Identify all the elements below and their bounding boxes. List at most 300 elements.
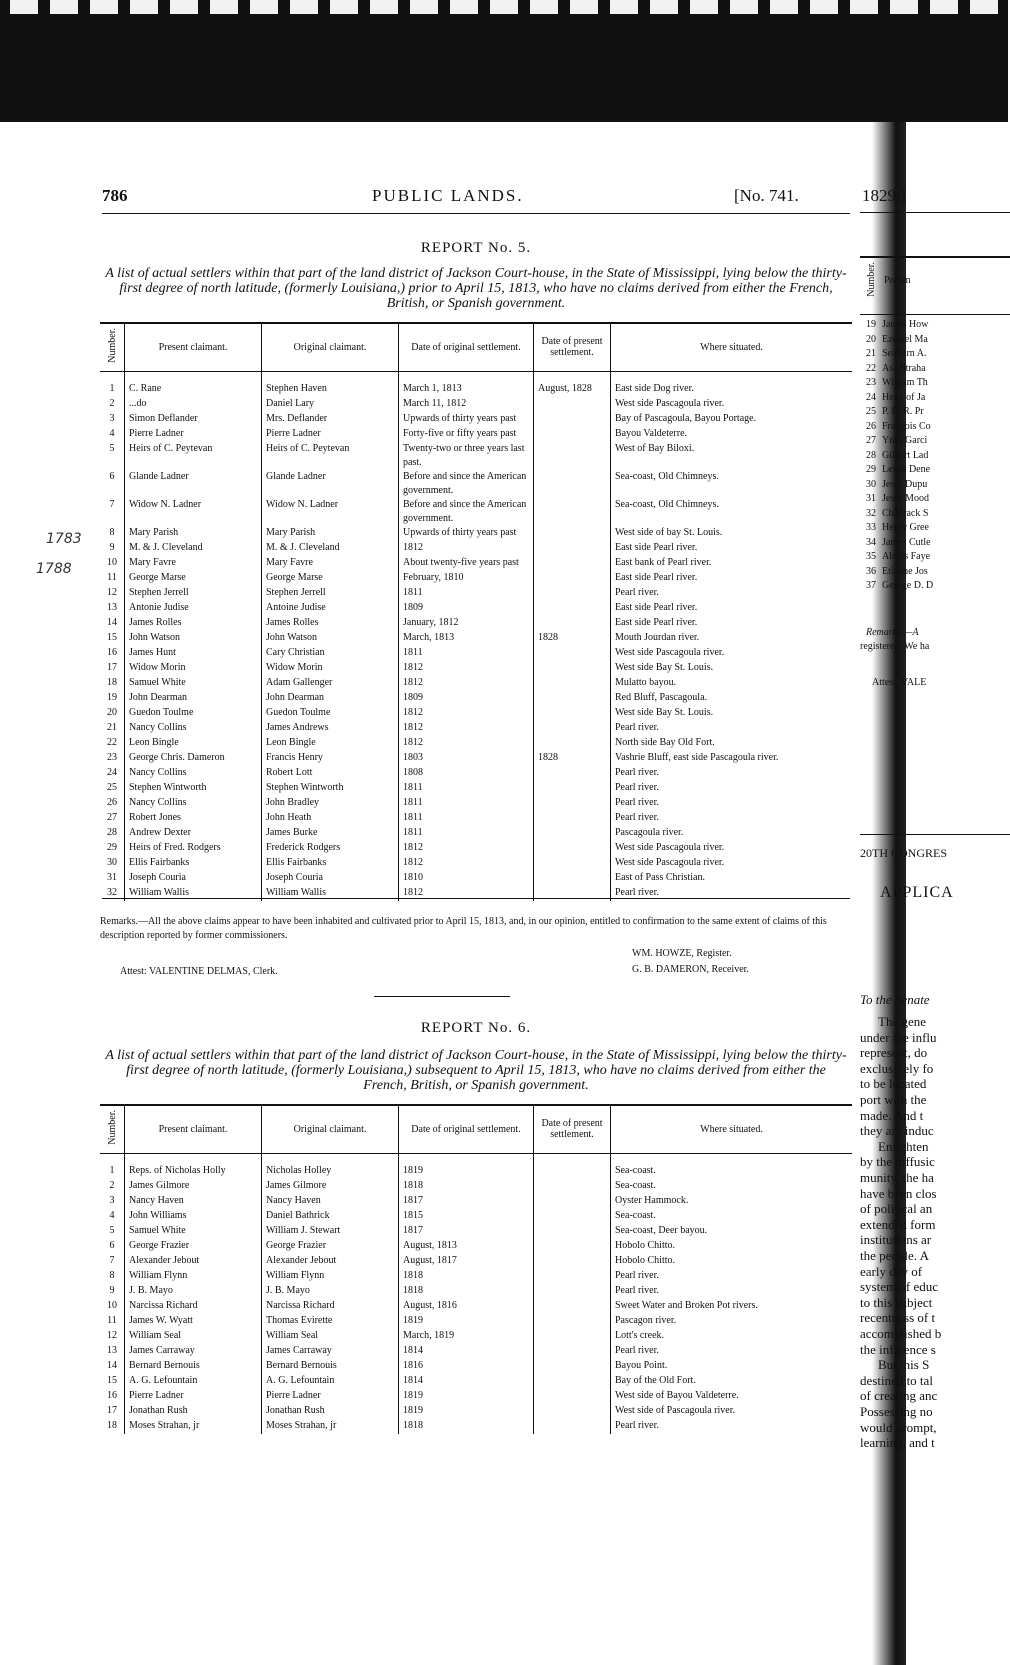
table-row <box>100 811 852 826</box>
date-original: 1808 <box>399 766 534 781</box>
where-situated: East bank of Pearl river. <box>611 556 853 571</box>
row-number: 16 <box>107 1389 117 1401</box>
section-divider <box>374 996 510 997</box>
right-body-line: Possessing no <box>860 1404 933 1419</box>
table-row <box>100 541 852 556</box>
date-original: February, 1810 <box>399 571 534 586</box>
report6-intro: A list of actual settlers within that part of the land district of Jackson Court-house, in the State of Mississippi, lying below the thirty-first degree of north latitude, (formerly Louisiana,) subsequent to April 15, 1813, who have no claims derived from either the French, British, or Spanish government. <box>105 1048 847 1093</box>
right-row-name: Seaburn A. <box>882 348 927 359</box>
original-claimant: Widow N. Ladner <box>262 498 399 526</box>
date-original: 1811 <box>399 646 534 661</box>
original-claimant: James Burke <box>262 826 399 841</box>
table-row <box>100 826 852 841</box>
date-original: 1816 <box>399 1359 534 1374</box>
row-number: 29 <box>107 841 117 853</box>
where-situated: Hobolo Chitto. <box>611 1239 853 1254</box>
date-original: August, 1817 <box>399 1254 534 1269</box>
date-present <box>534 856 611 871</box>
date-original: March 11, 1812 <box>399 397 534 412</box>
right-row-number: 30 <box>866 478 876 490</box>
original-claimant: Francis Henry <box>262 751 399 766</box>
table-row <box>100 1254 852 1269</box>
date-present <box>534 1179 611 1194</box>
report5-remarks: Remarks.—All the above claims appear to have been inhabited and cultivated prior to April 15, 1813, and, in our opinion, entitled to confirmation to the same extent of claims of this description reported by former commissioners. <box>100 916 827 941</box>
table-row <box>100 856 852 871</box>
date-present <box>534 721 611 736</box>
row-number: 4 <box>109 427 115 439</box>
date-present <box>534 1374 611 1389</box>
table-row <box>100 691 852 706</box>
present-claimant: William Wallis <box>125 886 262 901</box>
date-original: Before and since the American government. <box>399 498 534 526</box>
right-row-name: Gilbert Lad <box>882 449 929 461</box>
right-row-number: 25 <box>866 406 876 417</box>
present-claimant: Pierre Ladner <box>125 1389 262 1404</box>
report5-intro: A list of actual settlers within that part of the land district of Jackson Court-house, in the State of Mississippi, lying below the thirty-first degree of north latitude, (formerly Louisiana,) prior to April 15, 1813, who have no claims derived from either the French, British, or Spanish government. <box>105 266 847 311</box>
where-situated: West side of bay St. Louis. <box>611 526 853 541</box>
present-claimant: Joseph Couria <box>125 871 262 886</box>
where-situated: Vashrie Bluff, east side Pascagoula river. <box>611 751 853 766</box>
original-claimant: James Gilmore <box>262 1179 399 1194</box>
date-present <box>534 427 611 442</box>
right-row-number: 19 <box>866 319 876 330</box>
row-number: 8 <box>109 1269 115 1281</box>
original-claimant: Nicholas Holley <box>262 1153 399 1179</box>
date-original: March, 1813 <box>399 631 534 646</box>
row-number: 17 <box>107 1404 117 1416</box>
date-present <box>534 706 611 721</box>
date-original: Twenty-two or three years last past. <box>399 442 534 470</box>
where-situated: West side Bay St. Louis. <box>611 706 853 721</box>
row-number: 11 <box>107 1314 117 1326</box>
original-claimant: J. B. Mayo <box>262 1284 399 1299</box>
row-number: 1 <box>109 1164 115 1176</box>
original-claimant: Cary Christian <box>262 646 399 661</box>
date-present <box>534 1284 611 1299</box>
present-claimant: George Frazier <box>125 1239 262 1254</box>
original-claimant: William J. Stewart <box>262 1224 399 1239</box>
right-row-name: Jesse Mood <box>882 493 929 504</box>
col-where: Where situated. <box>611 323 853 371</box>
date-original: 1812 <box>399 841 534 856</box>
date-present <box>534 781 611 796</box>
table-row <box>100 371 852 397</box>
date-present <box>534 541 611 556</box>
date-original: March 1, 1813 <box>399 371 534 397</box>
right-row-number: 27 <box>866 435 876 446</box>
table-row <box>100 601 852 616</box>
right-body-line: institutions ar <box>860 1232 932 1248</box>
right-body-line: Enlighten <box>878 1138 929 1154</box>
table-row <box>100 751 852 766</box>
date-original: 1812 <box>399 886 534 901</box>
right-row-number: 22 <box>866 362 876 374</box>
date-present <box>534 676 611 691</box>
date-present <box>534 616 611 631</box>
right-col-number: Number. <box>866 262 877 297</box>
present-claimant: James Hunt <box>125 646 262 661</box>
report6-table <box>100 1104 852 1434</box>
where-situated: Mulatto bayou. <box>611 676 853 691</box>
present-claimant: James Carraway <box>125 1344 262 1359</box>
present-claimant: Stephen Jerrell <box>125 586 262 601</box>
where-situated: West side Pascagoula river. <box>611 397 853 412</box>
date-present <box>534 470 611 498</box>
report5-bottom-rule <box>102 898 850 899</box>
signer-register: WM. HOWZE, Register. <box>632 948 732 959</box>
table-row <box>100 1299 852 1314</box>
table-row <box>100 631 852 646</box>
present-claimant: John Dearman <box>125 691 262 706</box>
date-present <box>534 1419 611 1434</box>
where-situated: Pearl river. <box>611 886 853 901</box>
date-present <box>534 871 611 886</box>
where-situated: Bayou Point. <box>611 1359 853 1374</box>
present-claimant: Stephen Wintworth <box>125 781 262 796</box>
right-body-line: recentness of t <box>860 1310 936 1326</box>
table-row <box>100 796 852 811</box>
present-claimant: James Rolles <box>125 616 262 631</box>
handwritten-note-1788: 1788 <box>36 561 72 577</box>
date-present <box>534 736 611 751</box>
where-situated: Sea-coast. <box>611 1209 853 1224</box>
date-present <box>534 1194 611 1209</box>
right-row-number: 26 <box>866 420 876 432</box>
table-row <box>100 676 852 691</box>
row-number: 14 <box>107 616 117 628</box>
date-original: 1812 <box>399 856 534 871</box>
page-number: 786 <box>102 186 128 205</box>
date-original: 1811 <box>399 811 534 826</box>
present-claimant: James W. Wyatt <box>125 1314 262 1329</box>
present-claimant: Heirs of C. Peytevan <box>125 442 262 470</box>
original-claimant: Joseph Couria <box>262 871 399 886</box>
right-body-line: to be located <box>860 1076 927 1092</box>
date-original: 1819 <box>399 1404 534 1419</box>
date-present <box>534 526 611 541</box>
row-number: 2 <box>109 1179 115 1191</box>
right-body-line: under the influ <box>860 1029 937 1045</box>
table-row <box>100 556 852 571</box>
date-present <box>534 1344 611 1359</box>
original-claimant: James Andrews <box>262 721 399 736</box>
right-congress: 20TH CONGRES <box>860 846 948 860</box>
table-row <box>100 661 852 676</box>
right-row-number: 36 <box>866 565 876 577</box>
row-number: 28 <box>107 826 117 838</box>
where-situated: Pascagoula river. <box>611 826 853 841</box>
row-number: 31 <box>107 871 117 883</box>
date-original: 1818 <box>399 1284 534 1299</box>
where-situated: Pearl river. <box>611 1269 853 1284</box>
right-applica: APPLICA <box>880 884 954 901</box>
binding-holes <box>0 0 1008 22</box>
present-claimant: Narcissa Richard <box>125 1299 262 1314</box>
col-date-orig: Date of original settlement. <box>399 323 534 371</box>
original-claimant: Daniel Lary <box>262 397 399 412</box>
right-row-number: 29 <box>866 464 876 475</box>
row-number: 24 <box>107 766 117 778</box>
date-original: 1811 <box>399 586 534 601</box>
right-body-line: to this subject <box>860 1294 933 1310</box>
present-claimant: ...do <box>125 397 262 412</box>
row-number: 11 <box>107 571 117 583</box>
original-claimant: William Seal <box>262 1329 399 1344</box>
row-number: 9 <box>109 541 115 553</box>
where-situated: Sea-coast. <box>611 1179 853 1194</box>
date-original: Forty-five or fifty years past <box>399 427 534 442</box>
table-row <box>100 1344 852 1359</box>
present-claimant: Andrew Dexter <box>125 826 262 841</box>
right-row-name: Ynes Garci <box>882 435 928 446</box>
row-number: 20 <box>107 706 117 718</box>
row-number: 10 <box>107 556 117 568</box>
original-claimant: Bernard Bernouis <box>262 1359 399 1374</box>
table-row <box>100 1239 852 1254</box>
table-row <box>100 706 852 721</box>
table-row <box>100 1359 852 1374</box>
running-title: PUBLIC LANDS. <box>372 186 524 205</box>
date-original: 1819 <box>399 1389 534 1404</box>
present-claimant: Reps. of Nicholas Holly <box>125 1153 262 1179</box>
present-claimant: J. B. Mayo <box>125 1284 262 1299</box>
date-present: August, 1828 <box>534 371 611 397</box>
original-claimant: Stephen Jerrell <box>262 586 399 601</box>
original-claimant: Nancy Haven <box>262 1194 399 1209</box>
table-row <box>100 781 852 796</box>
table-row <box>100 442 852 470</box>
right-row-number: 21 <box>866 348 876 359</box>
present-claimant: James Gilmore <box>125 1179 262 1194</box>
date-original: 1817 <box>399 1224 534 1239</box>
original-claimant: Moses Strahan, jr <box>262 1419 399 1434</box>
date-original: 1812 <box>399 706 534 721</box>
date-present <box>534 646 611 661</box>
right-body-line: have been clos <box>860 1185 937 1201</box>
where-situated: Sea-coast. <box>611 1153 853 1179</box>
original-claimant: Guedon Toulme <box>262 706 399 721</box>
where-situated: Pearl river. <box>611 1419 853 1434</box>
signer-receiver: G. B. DAMERON, Receiver. <box>632 964 749 975</box>
date-original: 1812 <box>399 541 534 556</box>
original-claimant: Antoine Judise <box>262 601 399 616</box>
table-row <box>100 841 852 856</box>
date-present <box>534 601 611 616</box>
where-situated: Sweet Water and Broken Pot rivers. <box>611 1299 853 1314</box>
table-row <box>100 1284 852 1299</box>
right-row-number: 24 <box>866 391 876 403</box>
date-present <box>534 1224 611 1239</box>
date-present <box>534 412 611 427</box>
date-original: About twenty-five years past <box>399 556 534 571</box>
right-row-number: 31 <box>866 493 876 504</box>
present-claimant: Simon Deflander <box>125 412 262 427</box>
date-original: 1809 <box>399 691 534 706</box>
date-original: 1810 <box>399 871 534 886</box>
right-row-name: James Cutle <box>882 536 931 548</box>
row-number: 23 <box>107 751 117 763</box>
where-situated: Pascagon river. <box>611 1314 853 1329</box>
original-claimant: James Carraway <box>262 1344 399 1359</box>
original-claimant: John Bradley <box>262 796 399 811</box>
date-present: 1828 <box>534 631 611 646</box>
col-number: Number. <box>100 1105 125 1153</box>
col-original: Original claimant. <box>262 1105 399 1153</box>
table-row <box>100 1269 852 1284</box>
date-original: 1811 <box>399 826 534 841</box>
date-original: 1811 <box>399 781 534 796</box>
right-row-name: Chadrack S <box>882 507 929 519</box>
date-present <box>534 661 611 676</box>
col-where: Where situated. <box>611 1105 853 1153</box>
where-situated: Pearl river. <box>611 721 853 736</box>
present-claimant: Mary Favre <box>125 556 262 571</box>
where-situated: Sea-coast, Deer bayou. <box>611 1224 853 1239</box>
date-original: January, 1812 <box>399 616 534 631</box>
date-present <box>534 796 611 811</box>
doc-number: [No. 741. <box>734 186 799 205</box>
row-number: 6 <box>109 470 115 482</box>
date-original: 1811 <box>399 796 534 811</box>
where-situated: East side Pearl river. <box>611 541 853 556</box>
original-claimant: Mrs. Deflander <box>262 412 399 427</box>
date-original: Upwards of thirty years past <box>399 526 534 541</box>
date-present <box>534 1269 611 1284</box>
where-situated: Oyster Hammock. <box>611 1194 853 1209</box>
present-claimant: Moses Strahan, jr <box>125 1419 262 1434</box>
date-present <box>534 498 611 526</box>
date-present <box>534 1239 611 1254</box>
date-original: Upwards of thirty years past <box>399 412 534 427</box>
present-claimant: Bernard Bernouis <box>125 1359 262 1374</box>
original-claimant: Pierre Ladner <box>262 1389 399 1404</box>
right-row-number: 37 <box>866 580 876 591</box>
original-claimant: Adam Gallenger <box>262 676 399 691</box>
row-number: 19 <box>107 691 117 703</box>
table-row <box>100 412 852 427</box>
report5-table <box>100 322 852 901</box>
present-claimant: John Watson <box>125 631 262 646</box>
table-row <box>100 1329 852 1344</box>
right-row-name: François Co <box>882 420 931 432</box>
row-number: 13 <box>107 1344 117 1356</box>
col-number: Number. <box>100 323 125 371</box>
date-original: March, 1819 <box>399 1329 534 1344</box>
col-date-orig: Date of original settlement. <box>399 1105 534 1153</box>
table-row <box>100 526 852 541</box>
original-claimant: A. G. Lefountain <box>262 1374 399 1389</box>
right-body-line: represent, do <box>860 1045 928 1061</box>
where-situated: Sea-coast, Old Chimneys. <box>611 498 853 526</box>
right-row-name: James How <box>882 319 929 330</box>
where-situated: West side of Pascagoula river. <box>611 1404 853 1419</box>
row-number: 21 <box>107 721 117 733</box>
scan-dark-band <box>0 0 1008 122</box>
table-row <box>100 646 852 661</box>
table-row <box>100 1389 852 1404</box>
present-claimant: Mary Parish <box>125 526 262 541</box>
present-claimant: Samuel White <box>125 1224 262 1239</box>
row-number: 26 <box>107 796 117 808</box>
date-present <box>534 811 611 826</box>
date-present <box>534 1389 611 1404</box>
original-claimant: Narcissa Richard <box>262 1299 399 1314</box>
row-number: 17 <box>107 661 117 673</box>
table-row <box>100 1209 852 1224</box>
right-year: 1829.] <box>862 186 906 205</box>
present-claimant: Widow Morin <box>125 661 262 676</box>
right-row-name: William Th <box>882 377 928 388</box>
row-number: 30 <box>107 856 117 868</box>
where-situated: West side Pascagoula river. <box>611 646 853 661</box>
original-claimant: Mary Parish <box>262 526 399 541</box>
date-original: 1819 <box>399 1314 534 1329</box>
table-row <box>100 397 852 412</box>
date-present <box>534 691 611 706</box>
handwritten-note-1783: 1783 <box>46 531 82 547</box>
original-claimant: Stephen Wintworth <box>262 781 399 796</box>
date-original: 1814 <box>399 1344 534 1359</box>
right-row-name: Ezekiel Ma <box>882 333 928 345</box>
present-claimant: A. G. Lefountain <box>125 1374 262 1389</box>
date-original: 1818 <box>399 1269 534 1284</box>
where-situated: East side Pearl river. <box>611 616 853 631</box>
where-situated: East side Dog river. <box>611 371 853 397</box>
row-number: 12 <box>107 1329 117 1341</box>
date-present <box>534 1209 611 1224</box>
row-number: 18 <box>107 676 117 688</box>
date-present <box>534 1359 611 1374</box>
where-situated: Pearl river. <box>611 811 853 826</box>
date-present <box>534 397 611 412</box>
original-claimant: Glande Ladner <box>262 470 399 498</box>
where-situated: Bay of the Old Fort. <box>611 1374 853 1389</box>
row-number: 6 <box>109 1239 115 1251</box>
row-number: 18 <box>107 1419 117 1431</box>
row-number: 14 <box>107 1359 117 1371</box>
where-situated: West side Pascagoula river. <box>611 856 853 871</box>
row-number: 7 <box>109 498 115 510</box>
where-situated: Pearl river. <box>611 586 853 601</box>
present-claimant: William Seal <box>125 1329 262 1344</box>
right-row-name: Heirs of Ja <box>882 391 926 403</box>
right-row-name: P. R. R. Pr <box>882 406 924 417</box>
present-claimant: Nancy Collins <box>125 721 262 736</box>
original-claimant: Widow Morin <box>262 661 399 676</box>
date-original: 1815 <box>399 1209 534 1224</box>
present-claimant: Robert Jones <box>125 811 262 826</box>
right-body-line: extended form <box>860 1216 936 1232</box>
date-original: Before and since the American government. <box>399 470 534 498</box>
right-row-name: Lewis Dene <box>882 464 931 475</box>
header-rule <box>102 213 850 214</box>
where-situated: Bayou Valdeterre. <box>611 427 853 442</box>
present-claimant: Leon Bingle <box>125 736 262 751</box>
present-claimant: Jonathan Rush <box>125 1404 262 1419</box>
date-original: 1819 <box>399 1153 534 1179</box>
table-row <box>100 1194 852 1209</box>
where-situated: West side Bay St. Louis. <box>611 661 853 676</box>
date-present <box>534 586 611 601</box>
date-present <box>534 1404 611 1419</box>
table-row <box>100 871 852 886</box>
table-row <box>100 721 852 736</box>
date-present <box>534 1329 611 1344</box>
present-claimant: Widow N. Ladner <box>125 498 262 526</box>
original-claimant: John Heath <box>262 811 399 826</box>
table-row <box>100 470 852 498</box>
present-claimant: Glande Ladner <box>125 470 262 498</box>
